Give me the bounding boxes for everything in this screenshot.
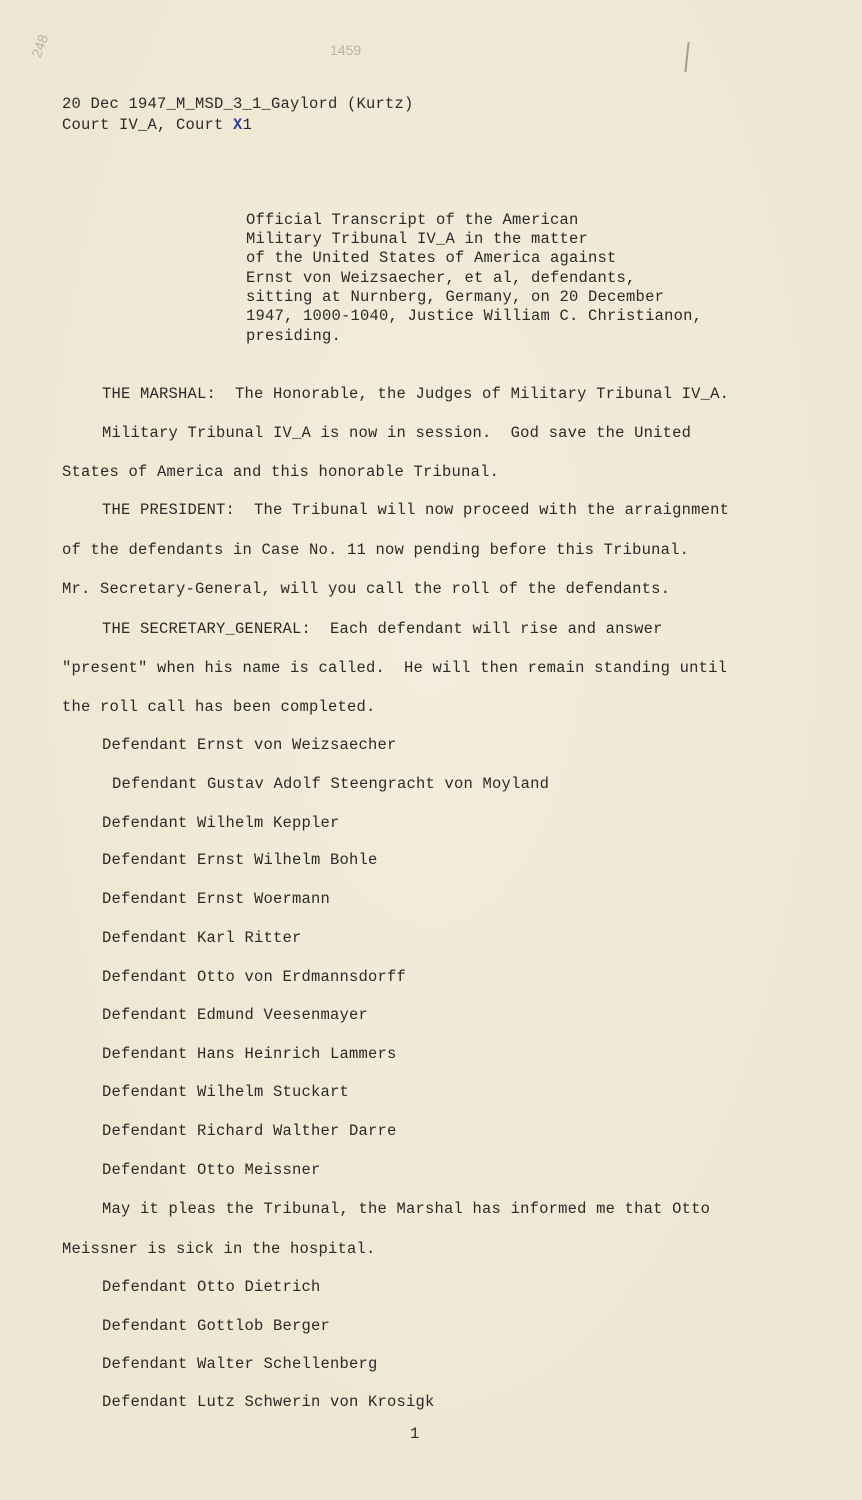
defendant-item: Defendant Wilhelm Stuckart bbox=[102, 1083, 350, 1101]
meissner-note-line-2: Meissner is sick in the hospital. bbox=[62, 1240, 376, 1258]
secretary-line-2: "present" when his name is called. He will then remain standing until bbox=[62, 659, 728, 677]
pencil-stroke bbox=[684, 42, 689, 72]
marshal-line-2: Military Tribunal IV_A is now in session. God save the United bbox=[102, 424, 692, 442]
caption-line-2: Military Tribunal IV_A in the matter bbox=[246, 230, 589, 248]
secretary-line-3: the roll call has been completed. bbox=[62, 698, 376, 716]
margin-note-top: 1459 bbox=[330, 42, 362, 58]
caption-line-6: 1947, 1000-1040, Justice William C. Christianon, bbox=[246, 307, 703, 325]
header-line-1: 20 Dec 1947_M_MSD_3_1_Gaylord (Kurtz) bbox=[62, 95, 414, 113]
header-line-2 bbox=[62, 116, 252, 134]
marshal-line-1: THE MARSHAL: The Honorable, the Judges of Military Tribunal IV_A. bbox=[102, 385, 730, 403]
caption-line-4: Ernst von Weizsaecher, et al, defendants, bbox=[246, 269, 636, 287]
page-number: 1 bbox=[410, 1425, 420, 1443]
defendant-item: Defendant Otto von Erdmannsdorff bbox=[102, 968, 407, 986]
defendant-item: Defendant Walter Schellenberg bbox=[102, 1355, 378, 1373]
defendant-item: Defendant Ernst Wilhelm Bohle bbox=[102, 851, 378, 869]
defendant-item: Defendant Ernst Woermann bbox=[102, 890, 331, 908]
margin-note-left: 248 bbox=[28, 32, 52, 60]
caption-line-1: Official Transcript of the American bbox=[246, 211, 579, 229]
defendant-item: Defendant Gustav Adolf Steengracht von Moyland bbox=[112, 775, 550, 793]
defendant-item: Defendant Wilhelm Keppler bbox=[102, 814, 340, 832]
president-line-1: THE PRESIDENT: The Tribunal will now proceed with the arraignment bbox=[102, 501, 730, 519]
defendant-item: Defendant Otto Meissner bbox=[102, 1161, 321, 1179]
handwritten-x-mark: X bbox=[233, 116, 243, 134]
marshal-line-3: States of America and this honorable Tribunal. bbox=[62, 463, 500, 481]
secretary-line-1: THE SECRETARY_GENERAL: Each defendant will rise and answer bbox=[102, 620, 663, 638]
defendant-item: Defendant Gottlob Berger bbox=[102, 1317, 331, 1335]
defendant-item: Defendant Lutz Schwerin von Krosigk bbox=[102, 1393, 435, 1411]
defendant-item: Defendant Richard Walther Darre bbox=[102, 1122, 397, 1140]
meissner-note-line-1: May it pleas the Tribunal, the Marshal has informed me that Otto bbox=[102, 1200, 711, 1218]
president-line-2: of the defendants in Case No. 11 now pending before this Tribunal. bbox=[62, 541, 690, 559]
header-court-prefix: Court IV_A, Court bbox=[62, 116, 234, 134]
president-line-3: Mr. Secretary-General, will you call the roll of the defendants. bbox=[62, 580, 671, 598]
defendant-item: Defendant Ernst von Weizsaecher bbox=[102, 736, 397, 754]
defendant-item: Defendant Otto Dietrich bbox=[102, 1278, 321, 1296]
defendant-item: Defendant Edmund Veesenmayer bbox=[102, 1006, 369, 1024]
caption-line-7: presiding. bbox=[246, 327, 342, 345]
caption-line-5: sitting at Nurnberg, Germany, on 20 December bbox=[246, 288, 665, 306]
defendant-item: Defendant Karl Ritter bbox=[102, 929, 302, 947]
caption-line-3: of the United States of America against bbox=[246, 249, 617, 267]
header-court-suffix: 1 bbox=[242, 116, 253, 134]
defendant-item: Defendant Hans Heinrich Lammers bbox=[102, 1045, 397, 1063]
